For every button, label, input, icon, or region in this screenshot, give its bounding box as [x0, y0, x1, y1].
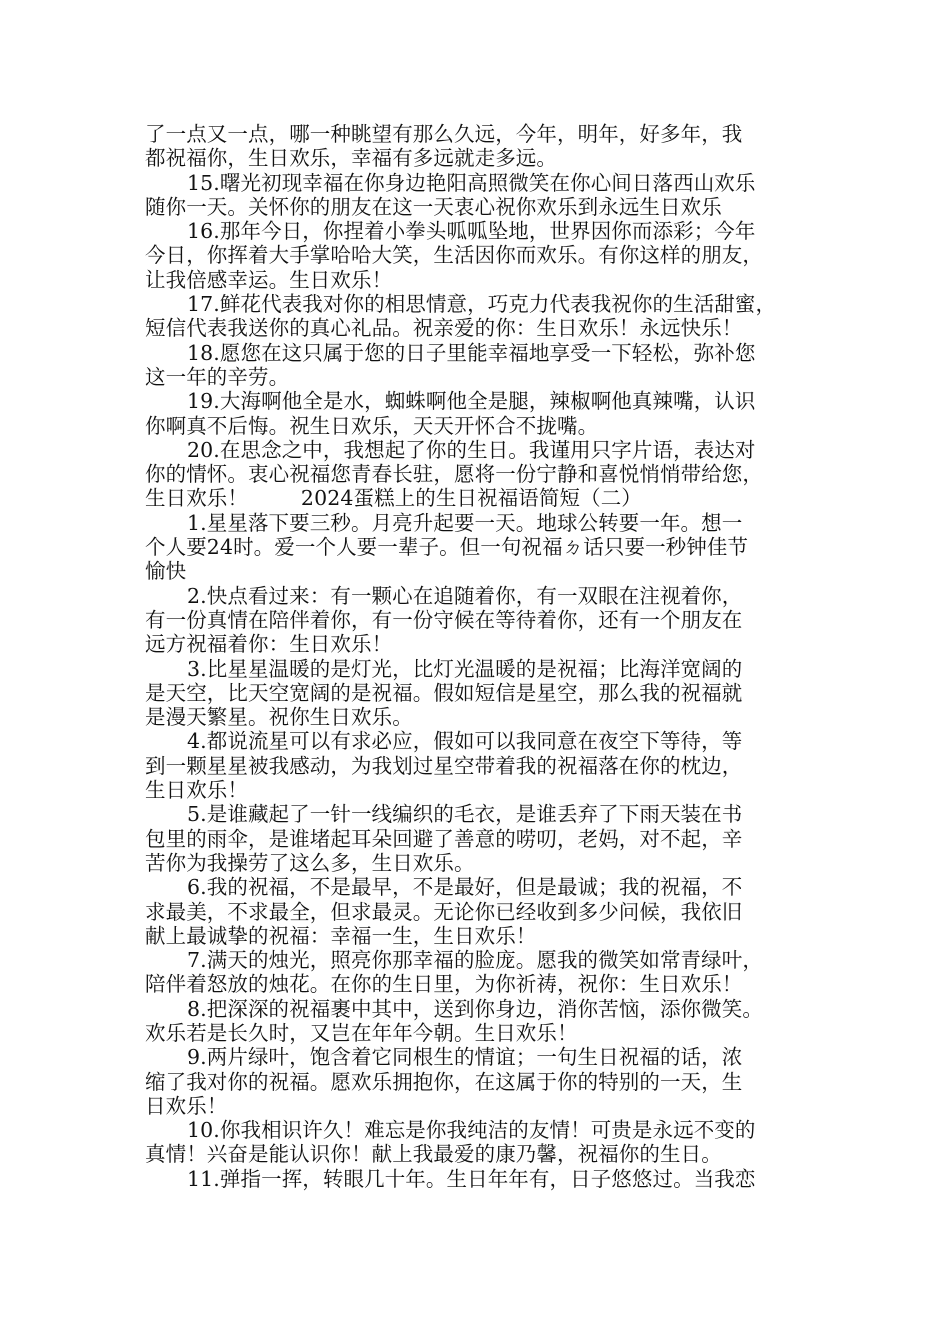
- text-line: 今日，你挥着大手掌哈哈大笑，生活因你而欢乐。有你这样的朋友，: [145, 243, 763, 268]
- text-line: 17.鲜花代表我对你的相思情意，巧克力代表我祝你的生活甜蜜，: [187, 292, 777, 317]
- text-line: 让我倍感幸运。生日欢乐！: [145, 267, 393, 292]
- text-line: 欢乐若是长久时，又岂在年年今朝。生日欢乐！: [145, 1020, 578, 1045]
- text-line: 苦你为我操劳了这么多，生日欢乐。: [145, 850, 475, 875]
- text-line: 1.星星落下要三秒。月亮升起要一天。地球公转要一年。想一: [187, 510, 743, 535]
- text-line: 生日欢乐！: [145, 778, 248, 803]
- text-line: 你啊真不后悔。祝生日欢乐，天天开怀合不拢嘴。: [145, 413, 599, 438]
- text-line: 这一年的辛劳。: [145, 364, 290, 389]
- text-line: 20.在思念之中，我想起了你的生日。我谨用只字片语，表达对: [187, 437, 756, 462]
- text-line: 求最美，不求最全，但求最灵。无论你已经收到多少问候，我依旧: [145, 899, 743, 924]
- text-line: 15.曙光初现幸福在你身边艳阳高照微笑在你心间日落西山欢乐: [187, 170, 756, 195]
- text-line: 3.比星星温暖的是灯光，比灯光温暖的是祝福；比海洋宽阔的: [187, 656, 743, 681]
- text-line: 8.把深深的祝福裹中其中，送到你身边，消你苦恼，添你微笑。: [187, 996, 763, 1021]
- text-line: 9.两片绿叶，饱含着它同根生的情谊；一句生日祝福的话，浓: [187, 1045, 743, 1070]
- text-line: 个人要24时。爱一个人要一辈子。但一句祝福ㄉ话只要一秒钟佳节: [145, 535, 749, 560]
- text-line: 有一份真情在陪伴着你，有一份守候在等待着你，还有一个朋友在: [145, 607, 743, 632]
- text-line: 缩了我对你的祝福。愿欢乐拥抱你，在这属于你的特别的一天，生: [145, 1069, 743, 1094]
- text-line: 10.你我相识许久！难忘是你我纯洁的友情！可贵是永远不变的: [187, 1118, 756, 1143]
- text-line: 11.弹指一挥，转眼几十年。生日年年有，日子悠悠过。当我恋: [187, 1166, 756, 1191]
- text-line: 短信代表我送你的真心礼品。祝亲爱的你：生日欢乐！永远快乐！: [145, 316, 743, 341]
- text-line: 6.我的祝福，不是最早，不是最好，但是最诚；我的祝福，不: [187, 875, 743, 900]
- text-line: 献上最诚挚的祝福：幸福一生，生日欢乐！: [145, 923, 537, 948]
- text-line: 是天空，比天空宽阔的是祝福。假如短信是星空，那么我的祝福就: [145, 680, 743, 705]
- text-line: 日欢乐！: [145, 1093, 228, 1118]
- text-line: 愉快: [145, 559, 187, 584]
- text-line: 到一颗星星被我感动，为我划过星空带着我的祝福落在你的枕边，: [145, 753, 743, 778]
- text-line: 包里的雨伞，是谁堵起耳朵回避了善意的唠叨，老妈，对不起，辛: [145, 826, 743, 851]
- text-line: 16.那年今日，你捏着小拳头呱呱坠地，世界因你而添彩；今年: [187, 219, 756, 244]
- text-line: 了一点又一点，哪一种眺望有那么久远，今年，明年，好多年，我: [145, 122, 743, 146]
- text-line: 远方祝福着你：生日欢乐！: [145, 632, 393, 657]
- text-line: 是漫天繁星。祝你生日欢乐。: [145, 705, 413, 730]
- text-line: 19.大海啊他全是水，蜘蛛啊他全是腿，辣椒啊他真辣嘴，认识: [187, 389, 756, 414]
- text-line: 随你一天。关怀你的朋友在这一天衷心祝你欢乐到永远生日欢乐: [145, 194, 722, 219]
- text-line: 7.满天的烛光，照亮你那幸福的脸庞。愿我的微笑如常青绿叶，: [187, 948, 763, 973]
- text-line: 都祝福你，生日欢乐，幸福有多远就走多远。: [145, 146, 557, 171]
- text-line: 5.是谁藏起了一针一线编织的毛衣，是谁丢弃了下雨天装在书: [187, 802, 743, 827]
- text-line: 陪伴着怒放的烛花。在你的生日里，为你祈祷，祝你：生日欢乐！: [145, 972, 743, 997]
- text-line: 真情！兴奋是能认识你！献上我最爱的康乃馨，祝福你的生日。: [145, 1142, 722, 1167]
- text-line: 生日欢乐！ 2024蛋糕上的生日祝福语简短（二）: [145, 486, 642, 511]
- text-line: 18.愿您在这只属于您的日子里能幸福地享受一下轻松，弥补您: [187, 340, 756, 365]
- document-body: [145, 122, 845, 1191]
- text-line: 4.都说流星可以有求必应，假如可以我同意在夜空下等待，等: [187, 729, 743, 754]
- text-line: 2.快点看过来：有一颗心在追随着你，有一双眼在注视着你，: [187, 583, 743, 608]
- text-line: 你的情怀。衷心祝福您青春长驻，愿将一份宁静和喜悦悄悄带给您，: [145, 462, 763, 487]
